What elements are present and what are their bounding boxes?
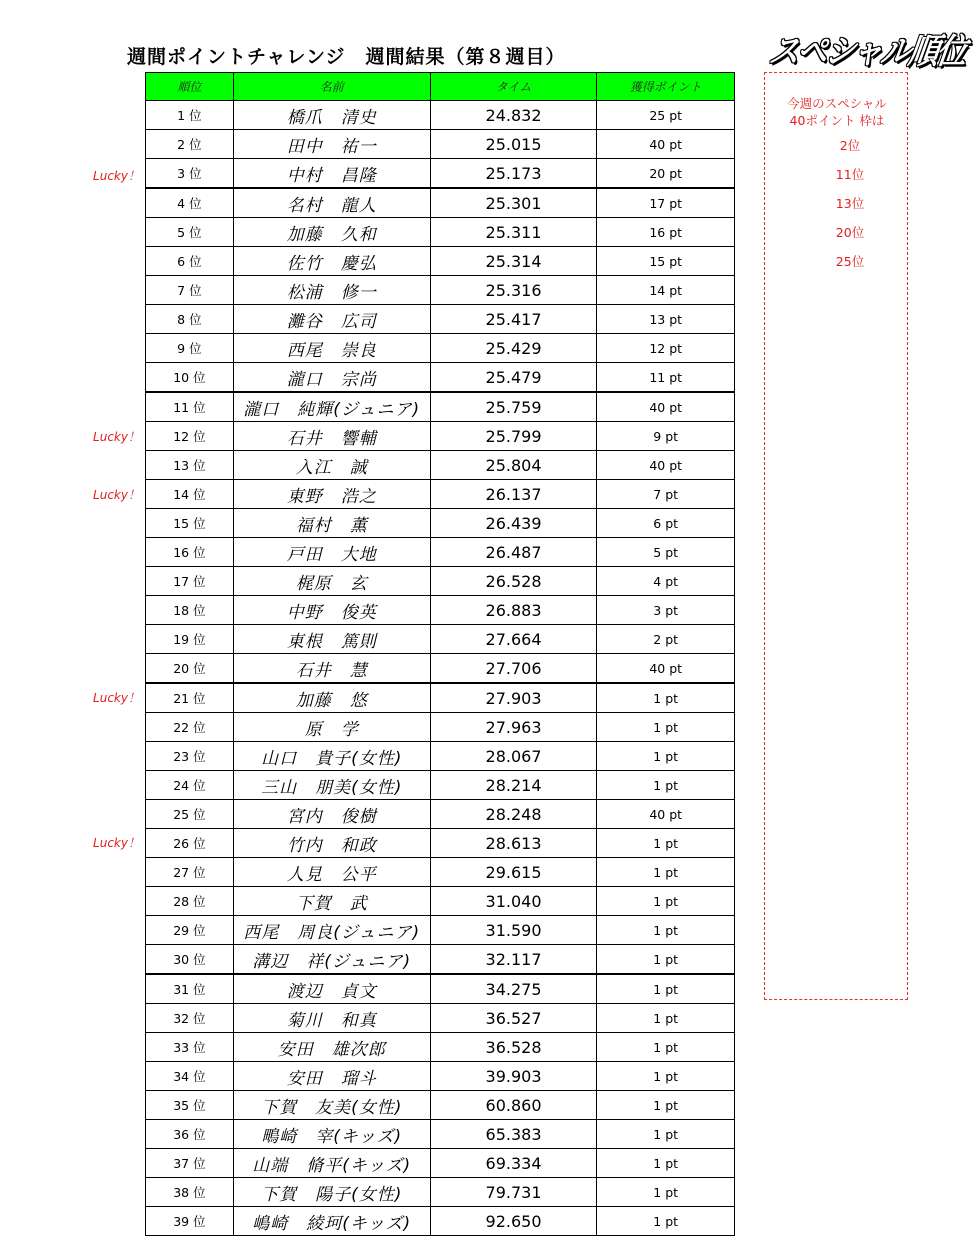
table-row <box>146 1149 735 1178</box>
name-cell: 戸田 大地 <box>233 538 430 567</box>
rank-cell: 23 位 <box>146 742 234 771</box>
rank-cell: 21 位 <box>146 683 234 713</box>
table-row <box>146 829 735 858</box>
name-cell: 石井 響輔 <box>233 422 430 451</box>
rank-cell: 1 位 <box>146 101 234 130</box>
points-cell: 1 pt <box>597 683 735 713</box>
time-cell: 26.137 <box>430 480 597 509</box>
points-cell: 40 pt <box>597 800 735 829</box>
table-row <box>146 887 735 916</box>
name-cell: 菊川 和真 <box>233 1004 430 1033</box>
rank-cell: 29 位 <box>146 916 234 945</box>
table-row <box>146 159 735 189</box>
table-row <box>146 101 735 130</box>
name-cell: 名村 龍人 <box>233 188 430 218</box>
points-cell: 12 pt <box>597 334 735 363</box>
name-cell: 山端 脩平(キッズ) <box>233 1149 430 1178</box>
rank-cell: 25 位 <box>146 800 234 829</box>
rank-cell: 9 位 <box>146 334 234 363</box>
name-cell: 鴫崎 宰(キッズ) <box>233 1120 430 1149</box>
rank-cell: 14 位 <box>146 480 234 509</box>
name-cell: 中野 俊英 <box>233 596 430 625</box>
special-rank-item: 2位 <box>839 138 861 153</box>
rank-cell: 19 位 <box>146 625 234 654</box>
rank-cell: 26 位 <box>146 829 234 858</box>
name-cell: 東野 浩之 <box>233 480 430 509</box>
name-cell: 宮内 俊樹 <box>233 800 430 829</box>
table-row <box>146 480 735 509</box>
rank-cell: 18 位 <box>146 596 234 625</box>
table-row <box>146 538 735 567</box>
table-row <box>146 451 735 480</box>
points-cell: 2 pt <box>597 625 735 654</box>
points-cell: 1 pt <box>597 1120 735 1149</box>
lucky-label: Lucky！ <box>93 169 140 183</box>
time-cell: 69.334 <box>430 1149 597 1178</box>
table-row <box>146 945 735 975</box>
special-rank-item: 13位 <box>835 196 865 211</box>
table-row <box>146 771 735 800</box>
points-cell: 1 pt <box>597 858 735 887</box>
name-cell: 田中 祐一 <box>233 130 430 159</box>
points-cell: 1 pt <box>597 1033 735 1062</box>
time-cell: 25.799 <box>430 422 597 451</box>
rank-cell: 7 位 <box>146 276 234 305</box>
table-row <box>146 858 735 887</box>
name-cell: 山口 貴子(女性) <box>233 742 430 771</box>
points-cell: 1 pt <box>597 829 735 858</box>
time-cell: 92.650 <box>430 1207 597 1236</box>
name-cell: 西尾 崇良 <box>233 334 430 363</box>
points-cell: 3 pt <box>597 596 735 625</box>
points-cell: 9 pt <box>597 422 735 451</box>
table-row <box>146 1091 735 1120</box>
lucky-label: Lucky！ <box>93 488 140 502</box>
time-cell: 28.067 <box>430 742 597 771</box>
rank-cell: 3 位 <box>146 159 234 189</box>
points-cell: 40 pt <box>597 451 735 480</box>
time-cell: 25.314 <box>430 247 597 276</box>
rank-cell: 30 位 <box>146 945 234 975</box>
lucky-label: Lucky！ <box>93 836 140 850</box>
table-row <box>146 713 735 742</box>
rank-cell: 17 位 <box>146 567 234 596</box>
rank-cell: 36 位 <box>146 1120 234 1149</box>
header-rank: 順位 <box>146 73 234 101</box>
points-cell: 15 pt <box>597 247 735 276</box>
time-cell: 26.883 <box>430 596 597 625</box>
time-cell: 27.706 <box>430 654 597 684</box>
page-title: 週間ポイントチャレンジ 週間結果（第８週目） <box>127 46 566 68</box>
time-cell: 36.527 <box>430 1004 597 1033</box>
name-cell: 嶋崎 綾珂(キッズ) <box>233 1207 430 1236</box>
name-cell: 福村 薫 <box>233 509 430 538</box>
time-cell: 65.383 <box>430 1120 597 1149</box>
points-cell: 4 pt <box>597 567 735 596</box>
lucky-label: Lucky！ <box>93 691 140 705</box>
points-cell: 40 pt <box>597 392 735 422</box>
table-header-row <box>146 73 735 101</box>
rank-cell: 38 位 <box>146 1178 234 1207</box>
points-cell: 1 pt <box>597 887 735 916</box>
time-cell: 26.487 <box>430 538 597 567</box>
time-cell: 25.417 <box>430 305 597 334</box>
time-cell: 29.615 <box>430 858 597 887</box>
table-row <box>146 218 735 247</box>
name-cell: 人見 公平 <box>233 858 430 887</box>
name-cell: 東根 篤則 <box>233 625 430 654</box>
rank-cell: 28 位 <box>146 887 234 916</box>
table-row <box>146 654 735 684</box>
time-cell: 27.664 <box>430 625 597 654</box>
rank-cell: 37 位 <box>146 1149 234 1178</box>
rank-cell: 13 位 <box>146 451 234 480</box>
special-ranking-note <box>764 95 910 129</box>
name-cell: 下賀 陽子(女性) <box>233 1178 430 1207</box>
time-cell: 31.040 <box>430 887 597 916</box>
time-cell: 31.590 <box>430 916 597 945</box>
table-row <box>146 916 735 945</box>
table-row <box>146 742 735 771</box>
table-row <box>146 567 735 596</box>
table-row <box>146 1120 735 1149</box>
special-rank-item: 20位 <box>835 225 865 240</box>
table-row <box>146 625 735 654</box>
name-cell: 溝辺 祥(ジュニア) <box>233 945 430 975</box>
name-cell: 加藤 久和 <box>233 218 430 247</box>
table-row <box>146 800 735 829</box>
rank-cell: 39 位 <box>146 1207 234 1236</box>
name-cell: 佐竹 慶弘 <box>233 247 430 276</box>
time-cell: 28.248 <box>430 800 597 829</box>
points-cell: 6 pt <box>597 509 735 538</box>
rank-cell: 12 位 <box>146 422 234 451</box>
table-row <box>146 247 735 276</box>
time-cell: 39.903 <box>430 1062 597 1091</box>
name-cell: 安田 雄次郎 <box>233 1033 430 1062</box>
rank-cell: 33 位 <box>146 1033 234 1062</box>
name-cell: 瀧口 宗尚 <box>233 363 430 393</box>
special-rank-item: 11位 <box>835 167 865 182</box>
points-cell: 20 pt <box>597 159 735 189</box>
rank-cell: 2 位 <box>146 130 234 159</box>
special-rank-list <box>820 138 880 283</box>
time-cell: 25.173 <box>430 159 597 189</box>
table-row <box>146 1207 735 1236</box>
time-cell: 60.860 <box>430 1091 597 1120</box>
name-cell: 瀧口 純輝(ジュニア) <box>233 392 430 422</box>
name-cell: 三山 朋美(女性) <box>233 771 430 800</box>
name-cell: 原 学 <box>233 713 430 742</box>
table-row <box>146 305 735 334</box>
time-cell: 36.528 <box>430 1033 597 1062</box>
points-cell: 25 pt <box>597 101 735 130</box>
table-row <box>146 1178 735 1207</box>
name-cell: 加藤 悠 <box>233 683 430 713</box>
header-name: 名前 <box>233 73 430 101</box>
time-cell: 28.214 <box>430 771 597 800</box>
time-cell: 26.439 <box>430 509 597 538</box>
rank-cell: 16 位 <box>146 538 234 567</box>
table-row <box>146 392 735 422</box>
name-cell: 竹内 和政 <box>233 829 430 858</box>
rank-cell: 35 位 <box>146 1091 234 1120</box>
rank-cell: 15 位 <box>146 509 234 538</box>
rank-cell: 22 位 <box>146 713 234 742</box>
points-cell: 1 pt <box>597 1062 735 1091</box>
points-cell: 1 pt <box>597 771 735 800</box>
name-cell: 下賀 友美(女性) <box>233 1091 430 1120</box>
name-cell: 梶原 玄 <box>233 567 430 596</box>
rank-cell: 6 位 <box>146 247 234 276</box>
points-cell: 11 pt <box>597 363 735 393</box>
table-row <box>146 363 735 393</box>
rank-cell: 4 位 <box>146 188 234 218</box>
name-cell: 松浦 修一 <box>233 276 430 305</box>
name-cell: 橋爪 清史 <box>233 101 430 130</box>
name-cell: 石井 慧 <box>233 654 430 684</box>
table-row <box>146 1033 735 1062</box>
points-cell: 13 pt <box>597 305 735 334</box>
table-row <box>146 130 735 159</box>
points-cell: 40 pt <box>597 130 735 159</box>
time-cell: 25.804 <box>430 451 597 480</box>
time-cell: 25.301 <box>430 188 597 218</box>
table-row <box>146 188 735 218</box>
points-cell: 1 pt <box>597 742 735 771</box>
special-note-line-1: 今週のスペシャル <box>787 96 887 111</box>
points-cell: 1 pt <box>597 945 735 975</box>
rank-cell: 20 位 <box>146 654 234 684</box>
time-cell: 27.903 <box>430 683 597 713</box>
name-cell: 下賀 武 <box>233 887 430 916</box>
table-row <box>146 596 735 625</box>
table-row <box>146 334 735 363</box>
rank-cell: 32 位 <box>146 1004 234 1033</box>
time-cell: 79.731 <box>430 1178 597 1207</box>
table-row <box>146 683 735 713</box>
rank-cell: 34 位 <box>146 1062 234 1091</box>
points-cell: 40 pt <box>597 654 735 684</box>
header-time: タイム <box>430 73 597 101</box>
special-rank-item: 25位 <box>835 254 865 269</box>
time-cell: 27.963 <box>430 713 597 742</box>
points-cell: 1 pt <box>597 974 735 1004</box>
name-cell: 灘谷 広司 <box>233 305 430 334</box>
table-row <box>146 1062 735 1091</box>
rank-cell: 5 位 <box>146 218 234 247</box>
points-cell: 1 pt <box>597 1004 735 1033</box>
special-note-line-2: 40ポイント 枠は <box>789 113 885 128</box>
points-cell: 5 pt <box>597 538 735 567</box>
lucky-label: Lucky！ <box>93 430 140 444</box>
results-table <box>145 72 735 1236</box>
time-cell: 34.275 <box>430 974 597 1004</box>
time-cell: 28.613 <box>430 829 597 858</box>
table-row <box>146 1004 735 1033</box>
name-cell: 入江 誠 <box>233 451 430 480</box>
time-cell: 25.015 <box>430 130 597 159</box>
rank-cell: 27 位 <box>146 858 234 887</box>
name-cell: 安田 瑠斗 <box>233 1062 430 1091</box>
time-cell: 24.832 <box>430 101 597 130</box>
points-cell: 1 pt <box>597 1091 735 1120</box>
rank-cell: 8 位 <box>146 305 234 334</box>
rank-cell: 11 位 <box>146 392 234 422</box>
name-cell: 渡辺 貞文 <box>233 974 430 1004</box>
rank-cell: 10 位 <box>146 363 234 393</box>
name-cell: 中村 昌隆 <box>233 159 430 189</box>
time-cell: 25.759 <box>430 392 597 422</box>
rank-cell: 24 位 <box>146 771 234 800</box>
time-cell: 25.429 <box>430 334 597 363</box>
points-cell: 1 pt <box>597 1207 735 1236</box>
table-row <box>146 422 735 451</box>
points-cell: 1 pt <box>597 1149 735 1178</box>
header-points: 獲得ポイント <box>597 73 735 101</box>
rank-cell: 31 位 <box>146 974 234 1004</box>
time-cell: 25.479 <box>430 363 597 393</box>
points-cell: 14 pt <box>597 276 735 305</box>
table-row <box>146 276 735 305</box>
time-cell: 25.311 <box>430 218 597 247</box>
points-cell: 1 pt <box>597 1178 735 1207</box>
points-cell: 16 pt <box>597 218 735 247</box>
name-cell: 西尾 周良(ジュニア) <box>233 916 430 945</box>
points-cell: 7 pt <box>597 480 735 509</box>
table-row <box>146 974 735 1004</box>
table-row <box>146 509 735 538</box>
time-cell: 26.528 <box>430 567 597 596</box>
points-cell: 17 pt <box>597 188 735 218</box>
time-cell: 32.117 <box>430 945 597 975</box>
points-cell: 1 pt <box>597 713 735 742</box>
special-ranking-heading: スペシャル順位 <box>766 31 968 73</box>
time-cell: 25.316 <box>430 276 597 305</box>
points-cell: 1 pt <box>597 916 735 945</box>
